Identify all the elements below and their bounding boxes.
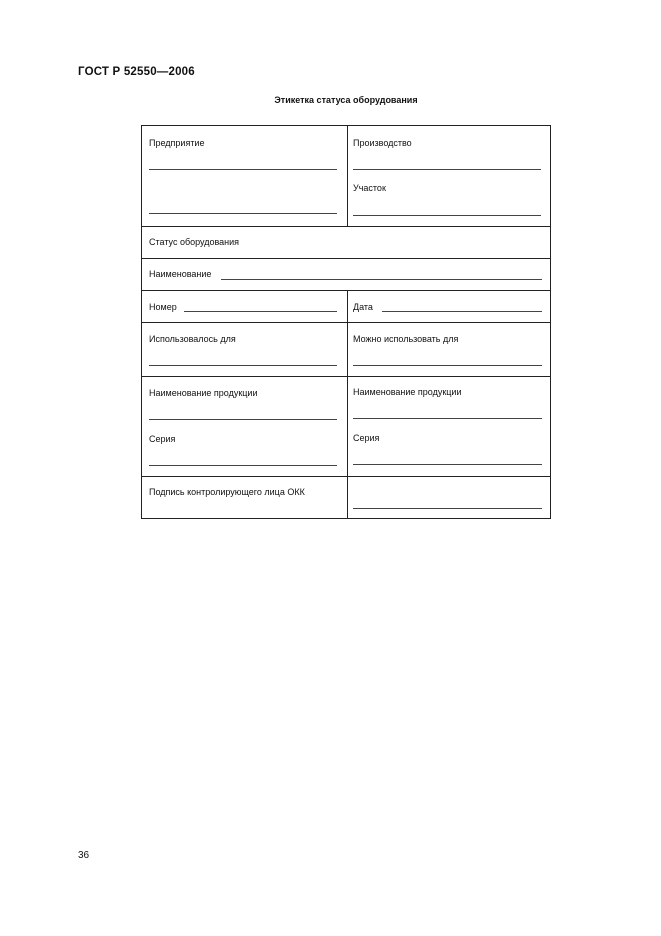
- column-divider: [347, 126, 348, 226]
- row-divider: [142, 376, 550, 377]
- series-left-field[interactable]: [149, 465, 337, 466]
- enterprise-field-line-1[interactable]: [149, 169, 337, 170]
- section-field[interactable]: [353, 215, 541, 216]
- enterprise-field-line-2[interactable]: [149, 213, 337, 214]
- signature-label: Подпись контролирующего лица ОКК: [149, 487, 305, 497]
- section-label: Участок: [353, 183, 386, 193]
- status-label-form: [141, 125, 551, 519]
- row-divider: [142, 476, 550, 477]
- can-use-for-label: Можно использовать для: [353, 334, 459, 344]
- equipment-status-label: Статус оборудования: [149, 237, 240, 247]
- product-name-right-field[interactable]: [353, 418, 542, 419]
- series-left-label: Серия: [149, 434, 176, 444]
- product-name-right-label: Наименование продукции: [353, 387, 462, 397]
- form-title: Этикетка статуса оборудования: [274, 95, 418, 105]
- series-right-label: Серия: [353, 433, 380, 443]
- document-header: ГОСТ Р 52550—2006: [78, 66, 195, 78]
- number-field[interactable]: [184, 311, 337, 312]
- column-divider: [347, 290, 348, 519]
- name-field[interactable]: [221, 279, 542, 280]
- row-divider: [142, 226, 550, 227]
- row-divider: [142, 290, 550, 291]
- used-for-label: Использовалось для: [149, 334, 236, 344]
- date-field[interactable]: [382, 311, 542, 312]
- number-label: Номер: [149, 302, 177, 312]
- product-name-left-field[interactable]: [149, 419, 337, 420]
- can-use-for-field[interactable]: [353, 365, 542, 366]
- production-field[interactable]: [353, 169, 541, 170]
- row-divider: [142, 322, 550, 323]
- name-label: Наименование: [149, 269, 212, 279]
- production-label: Производство: [353, 138, 412, 148]
- signature-field[interactable]: [353, 508, 542, 509]
- enterprise-label: Предприятие: [149, 138, 205, 148]
- series-right-field[interactable]: [353, 464, 542, 465]
- page-number: 36: [78, 850, 90, 861]
- used-for-field[interactable]: [149, 365, 337, 366]
- date-label: Дата: [353, 302, 373, 312]
- row-divider: [142, 258, 550, 259]
- product-name-left-label: Наименование продукции: [149, 388, 258, 398]
